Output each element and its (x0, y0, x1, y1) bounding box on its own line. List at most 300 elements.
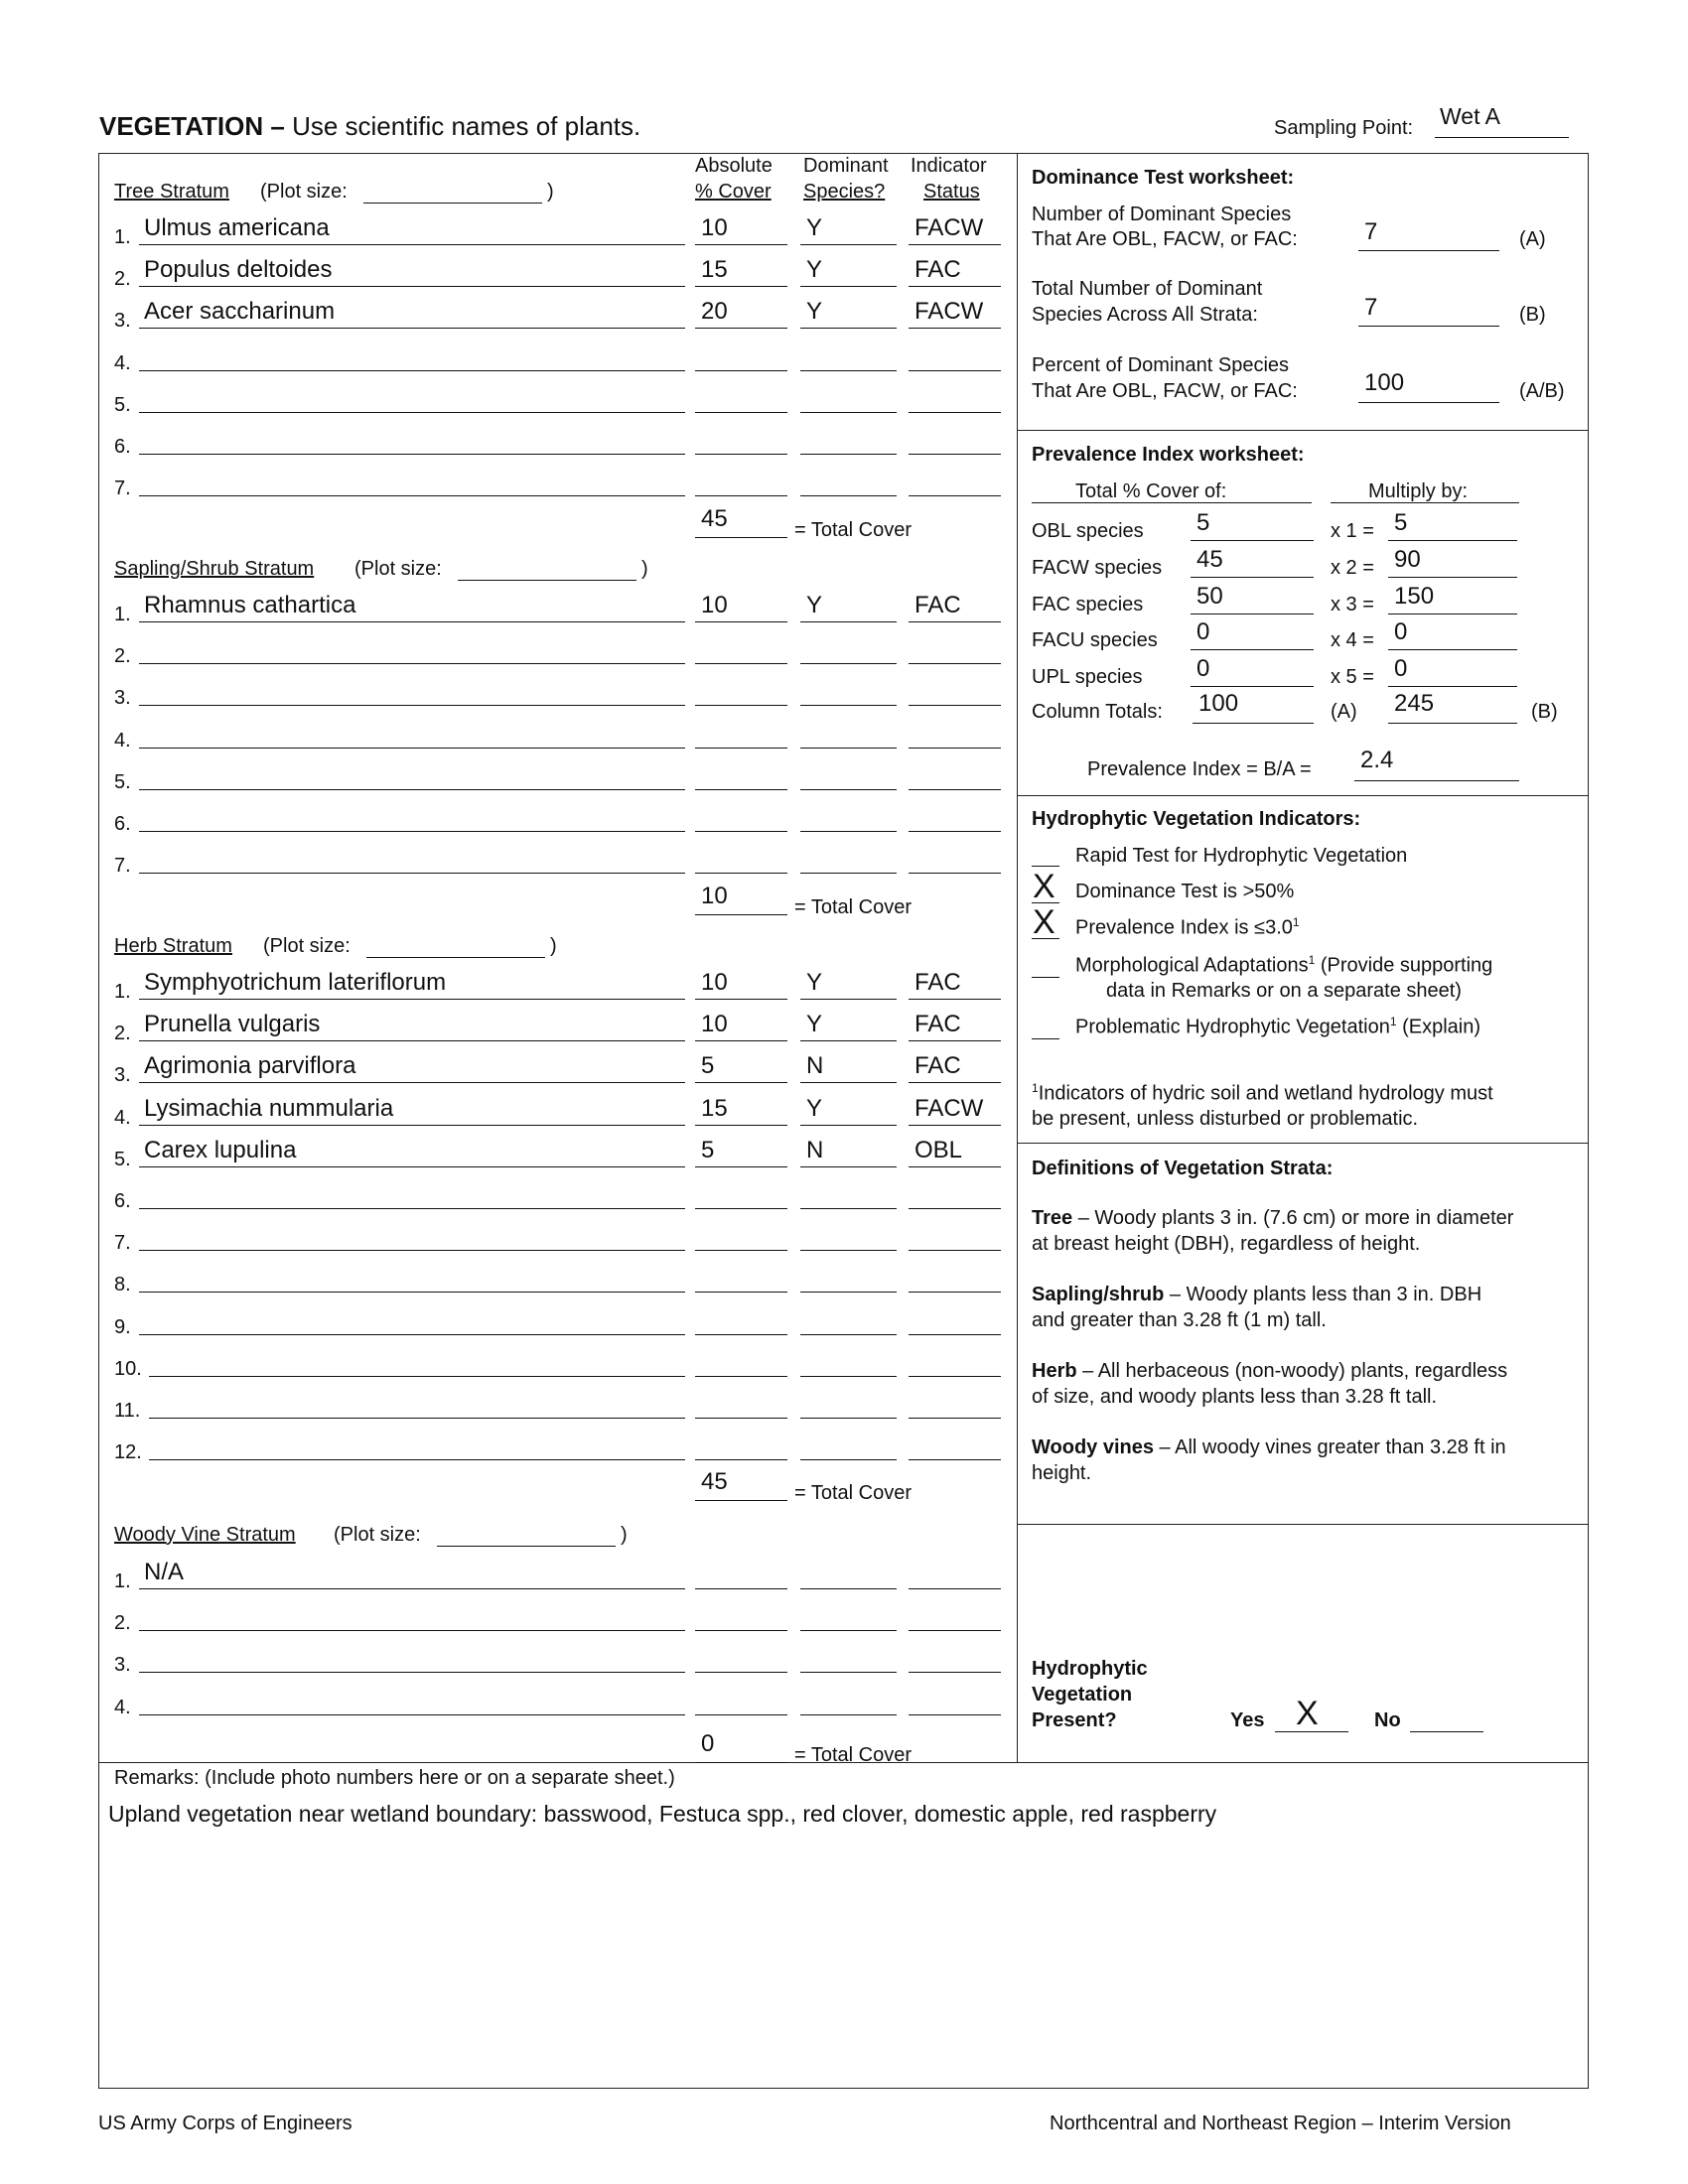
dominant-field[interactable] (800, 999, 897, 1000)
present-label-3: Present? (1032, 1709, 1117, 1731)
species-field[interactable] (139, 1208, 685, 1209)
prevalence-value-field[interactable] (1388, 686, 1517, 687)
header-rule (1032, 502, 1312, 503)
prevalence-cover-value: 0 (1196, 655, 1210, 682)
row-number: 10. (114, 1358, 142, 1380)
status-field[interactable] (909, 1125, 1001, 1126)
plot-size-field[interactable] (437, 1546, 616, 1547)
dominant-value: Y (806, 1095, 823, 1122)
indicators-title: Hydrophytic Vegetation Indicators: (1032, 808, 1361, 830)
cover-field[interactable] (695, 328, 787, 329)
dominant-field[interactable] (800, 1334, 897, 1335)
species-field[interactable] (139, 748, 685, 749)
present-label: Hydrophytic (1032, 1658, 1148, 1680)
code-ab: (A/B) (1519, 380, 1565, 402)
plot-size-field[interactable] (366, 957, 545, 958)
cover-field[interactable] (695, 1250, 787, 1251)
species-name: Populus deltoides (144, 256, 333, 283)
dominant-field[interactable] (800, 1376, 897, 1377)
dominant-field[interactable] (800, 1040, 897, 1041)
species-field[interactable] (139, 999, 685, 1000)
cover-field[interactable] (695, 1166, 787, 1167)
total-cover-field[interactable] (695, 1500, 787, 1501)
definition-tree-text: – Woody plants 3 in. (7.6 cm) or more in diameter (1072, 1207, 1514, 1229)
species-field[interactable] (139, 873, 685, 874)
status-field[interactable] (909, 873, 1001, 874)
row-number: 1. (114, 981, 131, 1003)
status-field[interactable] (909, 1040, 1001, 1041)
row-number: 6. (114, 813, 131, 835)
yes-mark: X (1296, 1695, 1319, 1732)
status-field[interactable] (909, 1166, 1001, 1167)
dominant-field[interactable] (800, 1588, 897, 1589)
prevalence-title: Prevalence Index worksheet: (1032, 444, 1305, 466)
absolute-header: Absolute (695, 155, 773, 177)
row-number: 6. (114, 1190, 131, 1212)
dominant-field[interactable] (800, 1459, 897, 1460)
dominant-field[interactable] (800, 1672, 897, 1673)
prevalence-cover-value: 45 (1196, 546, 1223, 573)
definition-herb-2: of size, and woody plants less than 3.28 ft tall. (1032, 1386, 1438, 1408)
dominant-field[interactable] (800, 370, 897, 371)
sampling-point-field[interactable]: Wet A (1435, 103, 1569, 138)
dominant-field[interactable] (800, 748, 897, 749)
cover-value: 10 (701, 214, 728, 241)
species-field[interactable] (139, 663, 685, 664)
definition-vine-2: height. (1032, 1462, 1092, 1484)
status-field[interactable] (909, 1208, 1001, 1209)
prevalence-index-value: 2.4 (1360, 747, 1394, 773)
row-number: 2. (114, 1023, 131, 1044)
total-a-value: 100 (1198, 690, 1239, 717)
cover-field[interactable] (695, 873, 787, 874)
dominant-value: Y (806, 969, 823, 996)
dominant-field[interactable] (800, 621, 897, 622)
plot-size-field[interactable] (458, 580, 636, 581)
status-field[interactable] (909, 1630, 1001, 1631)
cover-value: 10 (701, 1011, 728, 1037)
status-field[interactable] (909, 454, 1001, 455)
morphological-checkbox[interactable] (1032, 977, 1059, 978)
cover-field[interactable] (695, 1292, 787, 1293)
rapid-test-checkbox[interactable] (1032, 866, 1059, 867)
status-value: FAC (914, 1052, 961, 1079)
dominant-field[interactable] (800, 412, 897, 413)
no-label: No (1374, 1709, 1401, 1731)
status-field[interactable] (909, 370, 1001, 371)
status-field[interactable] (909, 999, 1001, 1000)
plot-size-label: (Plot size: (334, 1524, 421, 1546)
status-value: OBL (914, 1137, 963, 1163)
total-cover-label: = Total Cover (794, 1744, 913, 1766)
species-field[interactable] (149, 1418, 685, 1419)
rapid-test-label: Rapid Test for Hydrophytic Vegetation (1075, 845, 1408, 867)
definition-sapling (1032, 1284, 1481, 1306)
plot-size-field[interactable] (363, 203, 542, 204)
species-field[interactable] (139, 1040, 685, 1041)
status-field[interactable] (909, 621, 1001, 622)
species-name: Rhamnus cathartica (144, 592, 356, 618)
column-totals-label: Column Totals: (1032, 701, 1163, 723)
status-field[interactable] (909, 789, 1001, 790)
prevalence-cover-field[interactable] (1191, 686, 1314, 687)
cover-field[interactable] (695, 1418, 787, 1419)
divider (1017, 1524, 1588, 1525)
species-field[interactable] (139, 244, 685, 245)
dominant-value: N (806, 1137, 824, 1163)
row-number: 6. (114, 436, 131, 458)
dominance-b-field[interactable] (1358, 326, 1499, 327)
species-field[interactable] (139, 789, 685, 790)
prevalence-index-field[interactable] (1354, 780, 1519, 781)
prevalence-value: 0 (1394, 655, 1408, 682)
tree-stratum-label: Tree Stratum (114, 181, 229, 203)
footer-left: US Army Corps of Engineers (98, 2113, 352, 2134)
close-paren: ) (641, 558, 648, 580)
morphological-label (1075, 954, 1492, 978)
row-number: 1. (114, 604, 131, 625)
prevalence-col2-header: Multiply by: (1368, 480, 1469, 502)
dominant-value: Y (806, 298, 823, 325)
cover-field[interactable] (695, 999, 787, 1000)
term-sapling: Sapling/shrub (1032, 1284, 1165, 1305)
status-field[interactable] (909, 1672, 1001, 1673)
dominance-ab-value: 100 (1364, 369, 1405, 396)
divider (1017, 430, 1588, 431)
sapling-stratum-label: Sapling/Shrub Stratum (114, 558, 315, 580)
dominant-value: Y (806, 592, 823, 618)
dominant-field[interactable] (800, 1292, 897, 1293)
species-field[interactable] (139, 1334, 685, 1335)
species-field[interactable] (139, 412, 685, 413)
multiplier-label: x 1 = (1331, 520, 1374, 542)
row-number: 4. (114, 1107, 131, 1129)
dominant-field[interactable] (800, 454, 897, 455)
species-field[interactable] (139, 1672, 685, 1673)
status-value: FAC (914, 592, 961, 618)
cover-field[interactable] (695, 1125, 787, 1126)
status-field[interactable] (909, 705, 1001, 706)
footnote-ref: 1 (1389, 1015, 1397, 1028)
cover-value: 20 (701, 298, 728, 325)
prevalence-index-label: Prevalence Index = B/A = (1087, 758, 1312, 780)
prevalence-value: 5 (1394, 509, 1408, 536)
cover-field[interactable] (695, 748, 787, 749)
term-vine: Woody vines (1032, 1436, 1154, 1458)
close-paren: ) (547, 181, 554, 203)
close-paren: ) (550, 935, 557, 957)
total-b-value: 245 (1394, 690, 1435, 717)
row-number: 1. (114, 226, 131, 248)
remarks-text[interactable]: Upland vegetation near wetland boundary: basswood, Festuca spp., red clover, domestic apple, red raspberry (108, 1801, 1217, 1827)
species-field[interactable] (149, 1376, 685, 1377)
prevalence-cover-field[interactable] (1191, 577, 1314, 578)
dominant-field[interactable] (800, 1630, 897, 1631)
definition-vine-text: – All woody vines greater than 3.28 ft in (1154, 1436, 1506, 1458)
dominant-field[interactable] (800, 244, 897, 245)
species-field[interactable] (139, 1082, 685, 1083)
cover-field[interactable] (695, 1208, 787, 1209)
species-field[interactable] (139, 1250, 685, 1251)
status-header: Status (923, 181, 980, 203)
species-name: Symphyotrichum lateriflorum (144, 969, 447, 996)
dominance-a-field[interactable] (1358, 250, 1499, 251)
status-field[interactable] (909, 412, 1001, 413)
species-field[interactable] (139, 286, 685, 287)
plot-size-label: (Plot size: (260, 181, 348, 203)
species-field[interactable] (139, 495, 685, 496)
page-title-bold: VEGETATION – (99, 111, 285, 141)
code-b: (B) (1519, 304, 1546, 326)
cover-field[interactable] (695, 454, 787, 455)
cover-field[interactable] (695, 663, 787, 664)
close-paren: ) (621, 1524, 628, 1546)
species-field[interactable] (139, 1292, 685, 1293)
prevalence-cover-field[interactable] (1191, 540, 1314, 541)
species-field[interactable] (139, 705, 685, 706)
cover-field[interactable] (695, 1714, 787, 1715)
dominance-title: Dominance Test worksheet: (1032, 167, 1295, 189)
footnote-number: 1 (1032, 1081, 1039, 1095)
definition-tree (1032, 1207, 1513, 1230)
prevalence-value-field[interactable] (1388, 577, 1517, 578)
indicators-footnote (1032, 1082, 1493, 1106)
status-field[interactable] (909, 748, 1001, 749)
species-name: Agrimonia parviflora (144, 1052, 356, 1079)
species-field[interactable] (139, 328, 685, 329)
cover-field[interactable] (695, 286, 787, 287)
status-field[interactable] (909, 1459, 1001, 1460)
dominant-field[interactable] (800, 1166, 897, 1167)
dominant-field[interactable] (800, 831, 897, 832)
problematic-label (1075, 1016, 1480, 1039)
cover-field[interactable] (695, 412, 787, 413)
cover-field[interactable] (695, 495, 787, 496)
status-field[interactable] (909, 663, 1001, 664)
species-field[interactable] (139, 621, 685, 622)
plot-size-label: (Plot size: (263, 935, 351, 957)
status-field[interactable] (909, 244, 1001, 245)
total-cover-label: = Total Cover (794, 519, 913, 541)
species-field[interactable] (139, 1166, 685, 1167)
total-cover-field[interactable] (695, 537, 787, 538)
definition-vine (1032, 1436, 1506, 1459)
page-title (99, 111, 640, 142)
status-field[interactable] (909, 328, 1001, 329)
divider (1017, 1143, 1588, 1144)
status-field[interactable] (909, 831, 1001, 832)
prevalence-row-label: FAC species (1032, 594, 1144, 615)
status-field[interactable] (909, 1376, 1001, 1377)
dominant-field[interactable] (800, 286, 897, 287)
total-cover-value: 10 (701, 883, 728, 909)
dominant-field[interactable] (800, 495, 897, 496)
row-number: 3. (114, 310, 131, 332)
cover-field[interactable] (695, 789, 787, 790)
status-value: FACW (914, 298, 984, 325)
cover-field[interactable] (695, 1376, 787, 1377)
prevalence-index-indicator-label (1075, 916, 1300, 940)
definition-sapling-2: and greater than 3.28 ft (1 m) tall. (1032, 1309, 1327, 1331)
footnote-ref: 1 (1292, 915, 1300, 929)
total-cover-value: 0 (701, 1730, 715, 1757)
footnote-text: Indicators of hydric soil and wetland hydrology must (1038, 1082, 1493, 1105)
dominance-a-value: 7 (1364, 218, 1378, 245)
dominance-test-label: Dominance Test is >50% (1075, 881, 1295, 902)
species-field[interactable] (139, 1714, 685, 1715)
species-field[interactable] (139, 831, 685, 832)
cover-field[interactable] (695, 705, 787, 706)
status-field[interactable] (909, 286, 1001, 287)
total-b-field[interactable] (1388, 723, 1517, 724)
species-field[interactable] (139, 1630, 685, 1631)
dominant-field[interactable] (800, 328, 897, 329)
cover-field[interactable] (695, 1334, 787, 1335)
definition-herb-text: – All herbaceous (non-woody) plants, regardless (1076, 1360, 1508, 1382)
definitions-title: Definitions of Vegetation Strata: (1032, 1158, 1334, 1179)
row-number: 3. (114, 1654, 131, 1676)
cover-field[interactable] (695, 1459, 787, 1460)
cover-field[interactable] (695, 244, 787, 245)
no-field[interactable] (1410, 1731, 1483, 1732)
plot-size-label: (Plot size: (354, 558, 442, 580)
dominant-field[interactable] (800, 1082, 897, 1083)
dominant-field[interactable] (800, 705, 897, 706)
row-number: 3. (114, 1064, 131, 1086)
row-number: 2. (114, 645, 131, 667)
cover-field[interactable] (695, 831, 787, 832)
dominant-field[interactable] (800, 1418, 897, 1419)
dominant-field[interactable] (800, 1250, 897, 1251)
status-value: FAC (914, 256, 961, 283)
status-field[interactable] (909, 1588, 1001, 1589)
dominant-value: N (806, 1052, 824, 1079)
morphological-text-2: (Provide supporting (1315, 954, 1493, 977)
cover-value: 15 (701, 1095, 728, 1122)
column-divider (1017, 154, 1018, 1762)
multiplier-label: x 5 = (1331, 666, 1374, 688)
indicator-header: Indicator (911, 155, 987, 177)
species-header: Species? (803, 181, 886, 203)
status-field[interactable] (909, 1250, 1001, 1251)
species-name: Acer saccharinum (144, 298, 336, 325)
footnote-ref: 1 (1308, 953, 1316, 967)
prevalence-value-field[interactable] (1388, 540, 1517, 541)
dominant-field[interactable] (800, 1125, 897, 1126)
total-cover-field[interactable] (695, 1762, 787, 1763)
prevalence-col1-header: Total % Cover of: (1075, 480, 1227, 502)
species-field[interactable] (139, 370, 685, 371)
status-value: FACW (914, 1095, 984, 1122)
dominance-b-value: 7 (1364, 294, 1378, 321)
prevalence-value: 150 (1394, 583, 1435, 610)
divider (1017, 795, 1588, 796)
cover-field[interactable] (695, 1630, 787, 1631)
status-field[interactable] (909, 1714, 1001, 1715)
species-field[interactable] (139, 1588, 685, 1589)
term-herb: Herb (1032, 1360, 1077, 1382)
page-title-rest: Use scientific names of plants. (284, 111, 641, 141)
species-name: Carex lupulina (144, 1137, 297, 1163)
dominance-ab-label: Percent of Dominant Species (1032, 354, 1290, 376)
species-name: Lysimachia nummularia (144, 1095, 394, 1122)
species-field[interactable] (149, 1459, 685, 1460)
total-cover-field[interactable] (695, 914, 787, 915)
row-number: 4. (114, 730, 131, 751)
prevalence-value: 0 (1394, 618, 1408, 645)
dominant-header: Dominant (803, 155, 889, 177)
dominant-field[interactable] (800, 873, 897, 874)
dominance-b-label2: Species Across All Strata: (1032, 304, 1258, 326)
total-a-field[interactable] (1193, 723, 1314, 724)
cover-field[interactable] (695, 370, 787, 371)
row-number: 7. (114, 1232, 131, 1254)
dominant-field[interactable] (800, 789, 897, 790)
multiplier-label: x 4 = (1331, 629, 1374, 651)
status-field[interactable] (909, 1334, 1001, 1335)
row-number: 2. (114, 268, 131, 290)
yes-label: Yes (1230, 1709, 1265, 1731)
cover-field[interactable] (695, 1040, 787, 1041)
dominant-field[interactable] (800, 1208, 897, 1209)
total-cover-value: 45 (701, 505, 728, 532)
species-name: N/A (144, 1559, 185, 1585)
row-number: 5. (114, 771, 131, 793)
status-value: FAC (914, 969, 961, 996)
status-field[interactable] (909, 1292, 1001, 1293)
problematic-checkbox[interactable] (1032, 1038, 1059, 1039)
prevalence-index-text: Prevalence Index is ≤3.0 (1075, 916, 1293, 939)
cover-field[interactable] (695, 1588, 787, 1589)
row-number: 1. (114, 1570, 131, 1592)
prevalence-cover-field[interactable] (1191, 649, 1314, 650)
dominance-ab-field[interactable] (1358, 402, 1499, 403)
cover-value: 10 (701, 969, 728, 996)
cover-field[interactable] (695, 1672, 787, 1673)
morphological-label-2: data in Remarks or on a separate sheet) (1106, 980, 1462, 1002)
status-field[interactable] (909, 1082, 1001, 1083)
species-field[interactable] (139, 454, 685, 455)
row-number: 7. (114, 478, 131, 499)
dominance-test-mark: X (1033, 868, 1055, 905)
header-rule (1331, 502, 1519, 503)
status-field[interactable] (909, 1418, 1001, 1419)
definition-tree-2: at breast height (DBH), regardless of height. (1032, 1233, 1421, 1255)
total-cover-label: = Total Cover (794, 896, 913, 918)
cover-field[interactable] (695, 1082, 787, 1083)
prevalence-value-field[interactable] (1388, 649, 1517, 650)
present-label-2: Vegetation (1032, 1684, 1133, 1706)
species-field[interactable] (139, 1125, 685, 1126)
prevalence-row-label: FACU species (1032, 629, 1158, 651)
cover-field[interactable] (695, 621, 787, 622)
row-number: 7. (114, 855, 131, 877)
prevalence-cover-value: 0 (1196, 618, 1210, 645)
dominant-field[interactable] (800, 663, 897, 664)
cover-header: % Cover (695, 181, 772, 203)
total-cover-value: 45 (701, 1468, 728, 1495)
prevalence-row-label: OBL species (1032, 520, 1144, 542)
dominant-field[interactable] (800, 1714, 897, 1715)
prevalence-value: 90 (1394, 546, 1421, 573)
sampling-point-label: Sampling Point: (1274, 117, 1414, 139)
cover-value: 15 (701, 256, 728, 283)
row-number: 8. (114, 1274, 131, 1296)
status-field[interactable] (909, 495, 1001, 496)
row-number: 12. (114, 1441, 142, 1463)
cover-value: 10 (701, 592, 728, 618)
cover-value: 5 (701, 1052, 715, 1079)
